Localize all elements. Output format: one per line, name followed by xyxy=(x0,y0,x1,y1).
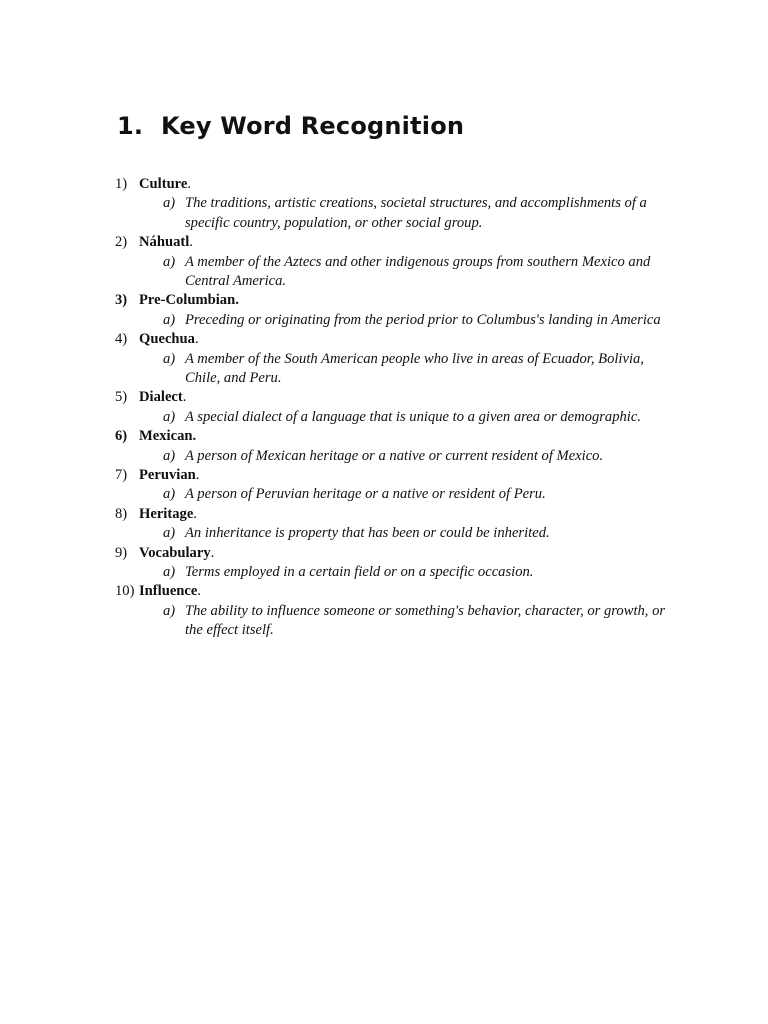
term-line xyxy=(0,505,768,524)
definition-text: The traditions, artistic creations, societal structures, and accomplishments of a specific country, population, or other social group. xyxy=(185,195,647,231)
term-punctuation: . xyxy=(187,176,192,192)
term-line xyxy=(0,233,768,252)
term-line xyxy=(0,544,768,563)
term-number: 6) xyxy=(115,428,128,445)
definition-marker: a) xyxy=(163,447,176,464)
term-word-group xyxy=(139,544,214,563)
term-word: Vocabulary xyxy=(139,544,211,561)
term-number: 2) xyxy=(115,234,128,251)
term-definition xyxy=(0,311,677,330)
term-definition xyxy=(0,563,677,582)
definition-marker: a) xyxy=(163,486,176,503)
definition-marker: a) xyxy=(163,408,176,425)
term-word: Peruvian xyxy=(139,467,196,483)
term-punctuation: . xyxy=(194,331,199,348)
term-word-group xyxy=(139,291,239,310)
term-number: 10) xyxy=(115,583,135,600)
term-punctuation: . xyxy=(182,389,187,406)
term-line xyxy=(0,466,768,485)
definition-text: A member of the South American people who live in areas of Ecuador, Bolivia, Chile, and Peru. xyxy=(185,350,644,386)
term-number: 4) xyxy=(115,331,128,348)
definition-text: Preceding or originating from the period prior to Columbus's landing in America xyxy=(185,311,661,328)
term-punctuation: . xyxy=(193,505,197,522)
term-definition xyxy=(0,408,677,427)
definition-text: A person of Mexican heritage or a native or current resident of Mexico. xyxy=(185,447,604,464)
term-word-group xyxy=(139,233,193,252)
term-word-group xyxy=(139,427,196,446)
term-item xyxy=(0,505,768,544)
term-word: Dialect xyxy=(139,389,183,406)
definition-text: A person of Peruvian heritage or a native or resident of Peru. xyxy=(185,486,546,503)
term-line xyxy=(0,330,768,349)
term-definition xyxy=(0,447,677,466)
term-list xyxy=(0,175,768,641)
term-line xyxy=(0,388,768,407)
term-item xyxy=(0,291,768,330)
term-punctuation: . xyxy=(195,467,200,483)
term-definition xyxy=(0,350,677,389)
term-item xyxy=(0,233,768,291)
term-word: Pre-Columbian. xyxy=(139,292,239,309)
term-word: Culture xyxy=(139,176,188,192)
term-word-group xyxy=(139,330,199,349)
term-number: 3) xyxy=(115,292,128,309)
definition-marker: a) xyxy=(163,350,176,367)
section-heading xyxy=(117,112,464,140)
term-number: 8) xyxy=(115,505,128,522)
definition-marker: a) xyxy=(163,602,176,619)
term-punctuation: . xyxy=(197,583,202,600)
term-item xyxy=(0,544,768,583)
term-line xyxy=(0,175,768,194)
term-word-group xyxy=(139,505,197,524)
term-line xyxy=(0,291,768,310)
term-item xyxy=(0,427,768,466)
term-word-group xyxy=(139,175,191,194)
term-word: Influence xyxy=(139,583,198,600)
definition-text: A special dialect of a language that is unique to a given area or demographic. xyxy=(185,408,641,425)
section-title: Key Word Recognition xyxy=(161,112,465,140)
definition-marker: a) xyxy=(163,311,176,328)
term-definition xyxy=(0,194,677,233)
term-punctuation: . xyxy=(210,544,215,561)
section-number: 1. xyxy=(117,112,144,140)
definition-marker: a) xyxy=(163,525,176,542)
definition-text: The ability to influence someone or something's behavior, character, or growth, or the effect itself. xyxy=(185,602,666,639)
term-definition xyxy=(0,485,677,504)
term-line xyxy=(0,427,768,446)
term-word-group xyxy=(139,582,201,601)
term-punctuation: . xyxy=(189,234,193,251)
term-item xyxy=(0,582,768,640)
definition-marker: a) xyxy=(163,195,176,212)
term-word: Mexican. xyxy=(139,428,197,445)
term-definition xyxy=(0,524,677,543)
term-number: 1) xyxy=(115,176,128,192)
term-number: 9) xyxy=(115,544,128,561)
term-word: Quechua xyxy=(139,331,195,348)
term-item xyxy=(0,388,768,427)
term-word: Náhuatl xyxy=(139,234,190,251)
definition-text: An inheritance is property that has been or could be inherited. xyxy=(185,525,550,542)
definition-text: Terms employed in a certain field or on a specific occasion. xyxy=(185,563,534,580)
term-item xyxy=(0,330,768,388)
term-number: 7) xyxy=(115,467,128,483)
term-number: 5) xyxy=(115,389,128,406)
term-word-group xyxy=(139,388,186,407)
term-definition xyxy=(0,602,677,641)
term-item xyxy=(0,466,768,505)
term-word-group xyxy=(139,466,199,485)
definition-text: A member of the Aztecs and other indigenous groups from southern Mexico and Central America. xyxy=(185,253,651,289)
definition-marker: a) xyxy=(163,253,176,270)
term-item xyxy=(0,175,768,233)
term-definition xyxy=(0,253,677,292)
term-line xyxy=(0,582,768,601)
term-word: Heritage xyxy=(139,505,194,522)
definition-marker: a) xyxy=(163,563,176,580)
